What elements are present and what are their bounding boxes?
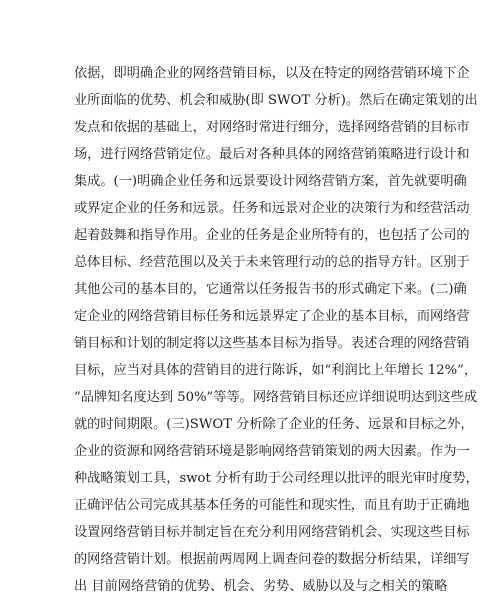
text-line-7: 起着鼓舞和指导作用。企业的任务是企业所特有的，也包括了公司的 [74, 228, 470, 243]
text-line-9: 其他公司的基本目的，它通常以任务报告书的形式确定下来。(二)确 [74, 282, 467, 297]
text-line-8: 总体目标、经营范围以及关于未来管理行动的总的指导方针。区别于 [74, 255, 470, 270]
text-line-6: 或界定企业的任务和远景。任务和远景对企业的决策行为和经营活动 [74, 201, 470, 216]
text-line-19: 的网络营销计划。根据前两周网上调查问卷的数据分析结果，详细写 [74, 552, 470, 567]
text-line-16: 种战略策划工具，swot 分析有助于公司经理以批评的眼光审时度势， [74, 471, 479, 486]
text-line-18: 设置网络营销目标并制定旨在充分利用网络营销机会、实现这些目标 [74, 525, 470, 540]
text-line-17: 正确评估公司完成其基本任务的可能性和现实性，而且有助于正确地 [74, 498, 470, 513]
text-line-2: 业所面临的优势、机会和威胁(即 SWOT 分析)。然后在确定策划的出 [74, 93, 478, 108]
text-line-14: 就的时间期限。(三)SWOT 分析除了企业的任务、远景和目标之外， [74, 417, 474, 432]
text-line-12: 目标，应当对具体的营销目的进行陈诉，如“利润比上年增长 12%”， [74, 363, 478, 378]
text-line-5: 集成。(一)明确企业任务和远景要设计网络营销方案，首先就要明确 [74, 174, 467, 189]
text-line-13: “品牌知名度达到 50%”等等。网络营销目标还应详细说明达到这些成 [74, 390, 478, 405]
text-line-4: 场，进行网络营销定位。最后对各种具体的网络营销策略进行设计和 [74, 147, 470, 162]
text-line-10: 定企业的网络营销目标任务和远景界定了企业的基本目标，而网络营 [74, 309, 470, 324]
text-line-15: 企业的资源和网络营销环境是影响网络营销策划的两大因素。作为一 [74, 444, 470, 459]
text-line-20: 出 目前网络营销的优势、机会、劣势、威胁以及与之相关的策略 [74, 579, 448, 594]
text-line-11: 销目标和计划的制定将以这些基本目标为指导。表述合理的网络营销 [74, 336, 470, 351]
text-line-3: 发点和依据的基础上，对网络时常进行细分，选择网络营销的目标市 [74, 120, 470, 135]
text-line-1: 依据，即明确企业的网络营销目标，以及在特定的网络营销环境下企 [74, 66, 470, 81]
body-text [74, 60, 479, 594]
